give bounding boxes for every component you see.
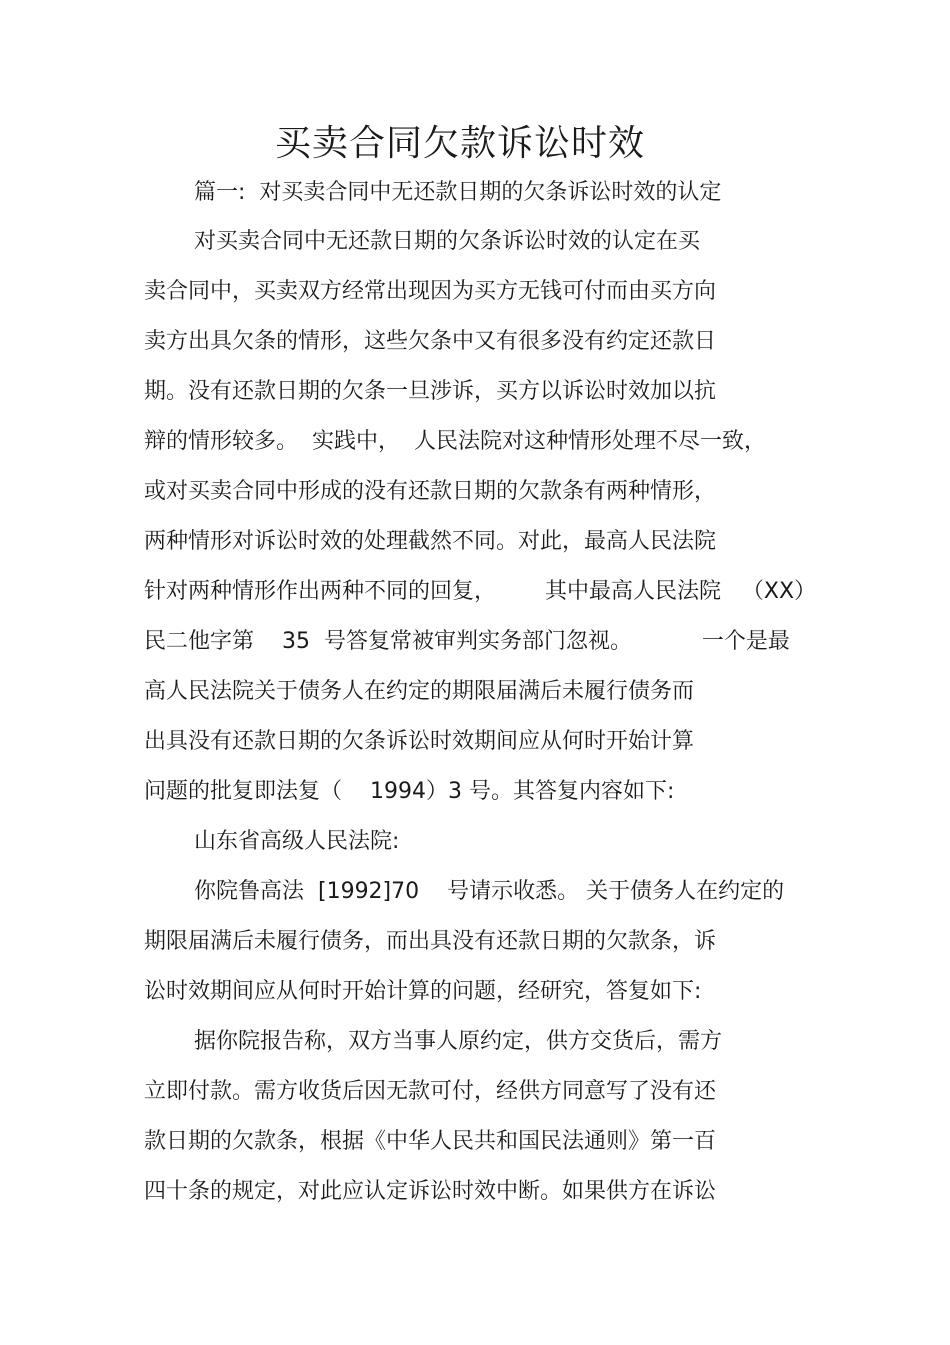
paragraph-line: 卖方出具欠条的情形，这些欠条中又有很多没有约定还款日 bbox=[144, 329, 717, 354]
paragraph-line: 辩的情形较多。 实践中， 人民法院对这种情形处理不尽一致， bbox=[144, 429, 766, 454]
paragraph-line: 问题的批复即法复（ 1994）3 号。其答复内容如下: bbox=[144, 779, 675, 804]
paragraph-line: 据你院报告称，双方当事人原约定，供方交货后，需方 bbox=[194, 1029, 723, 1054]
paragraph-line: 出具没有还款日期的欠条诉讼时效期间应从何时开始计算 bbox=[144, 729, 695, 754]
paragraph-line: 立即付款。需方收货后因无款可付，经供方同意写了没有还 bbox=[144, 1079, 717, 1104]
paragraph-line: 对买卖合同中无还款日期的欠条诉讼时效的认定在买 bbox=[194, 229, 701, 254]
paragraph-line: 高人民法院关于债务人在约定的期限届满后未履行债务而 bbox=[144, 679, 695, 704]
paragraph-line: 讼时效期间应从何时开始计算的问题，经研究，答复如下: bbox=[144, 979, 702, 1004]
paragraph-line: 卖合同中，买卖双方经常出现因为买方无钱可付而由买方向 bbox=[144, 279, 717, 304]
paragraph-line: 针对两种情形作出两种不同的回复， 其中最高人民法院 （XX） bbox=[144, 579, 817, 604]
paragraph-line: 你院鲁高法 [1992]70 号请示收悉。 关于债务人在约定的 bbox=[194, 879, 785, 904]
paragraph-line: 期。没有还款日期的欠条一旦涉诉，买方以诉讼时效加以抗 bbox=[144, 379, 717, 404]
document-title: 买卖合同欠款诉讼时效 bbox=[274, 123, 645, 164]
paragraph-line: 期限届满后未履行债务，而出具没有还款日期的欠款条，诉 bbox=[144, 929, 717, 954]
paragraph-line: 四十条的规定，对此应认定诉讼时效中断。如果供方在诉讼 bbox=[144, 1179, 717, 1204]
paragraph-line: 民二他字第 35 号答复常被审判实务部门忽视。 一个是最 bbox=[144, 629, 790, 654]
paragraph-line: 两种情形对诉讼时效的处理截然不同。对此，最高人民法院 bbox=[144, 529, 717, 554]
section-heading: 篇一: 对买卖合同中无还款日期的欠条诉讼时效的认定 bbox=[194, 180, 722, 205]
paragraph-line: 或对买卖合同中形成的没有还款日期的欠款条有两种情形， bbox=[144, 479, 717, 504]
paragraph-line: 款日期的欠款条，根据《中华人民共和国民法通则》第一百 bbox=[144, 1129, 717, 1154]
letter-salutation: 山东省高级人民法院: bbox=[194, 829, 400, 854]
